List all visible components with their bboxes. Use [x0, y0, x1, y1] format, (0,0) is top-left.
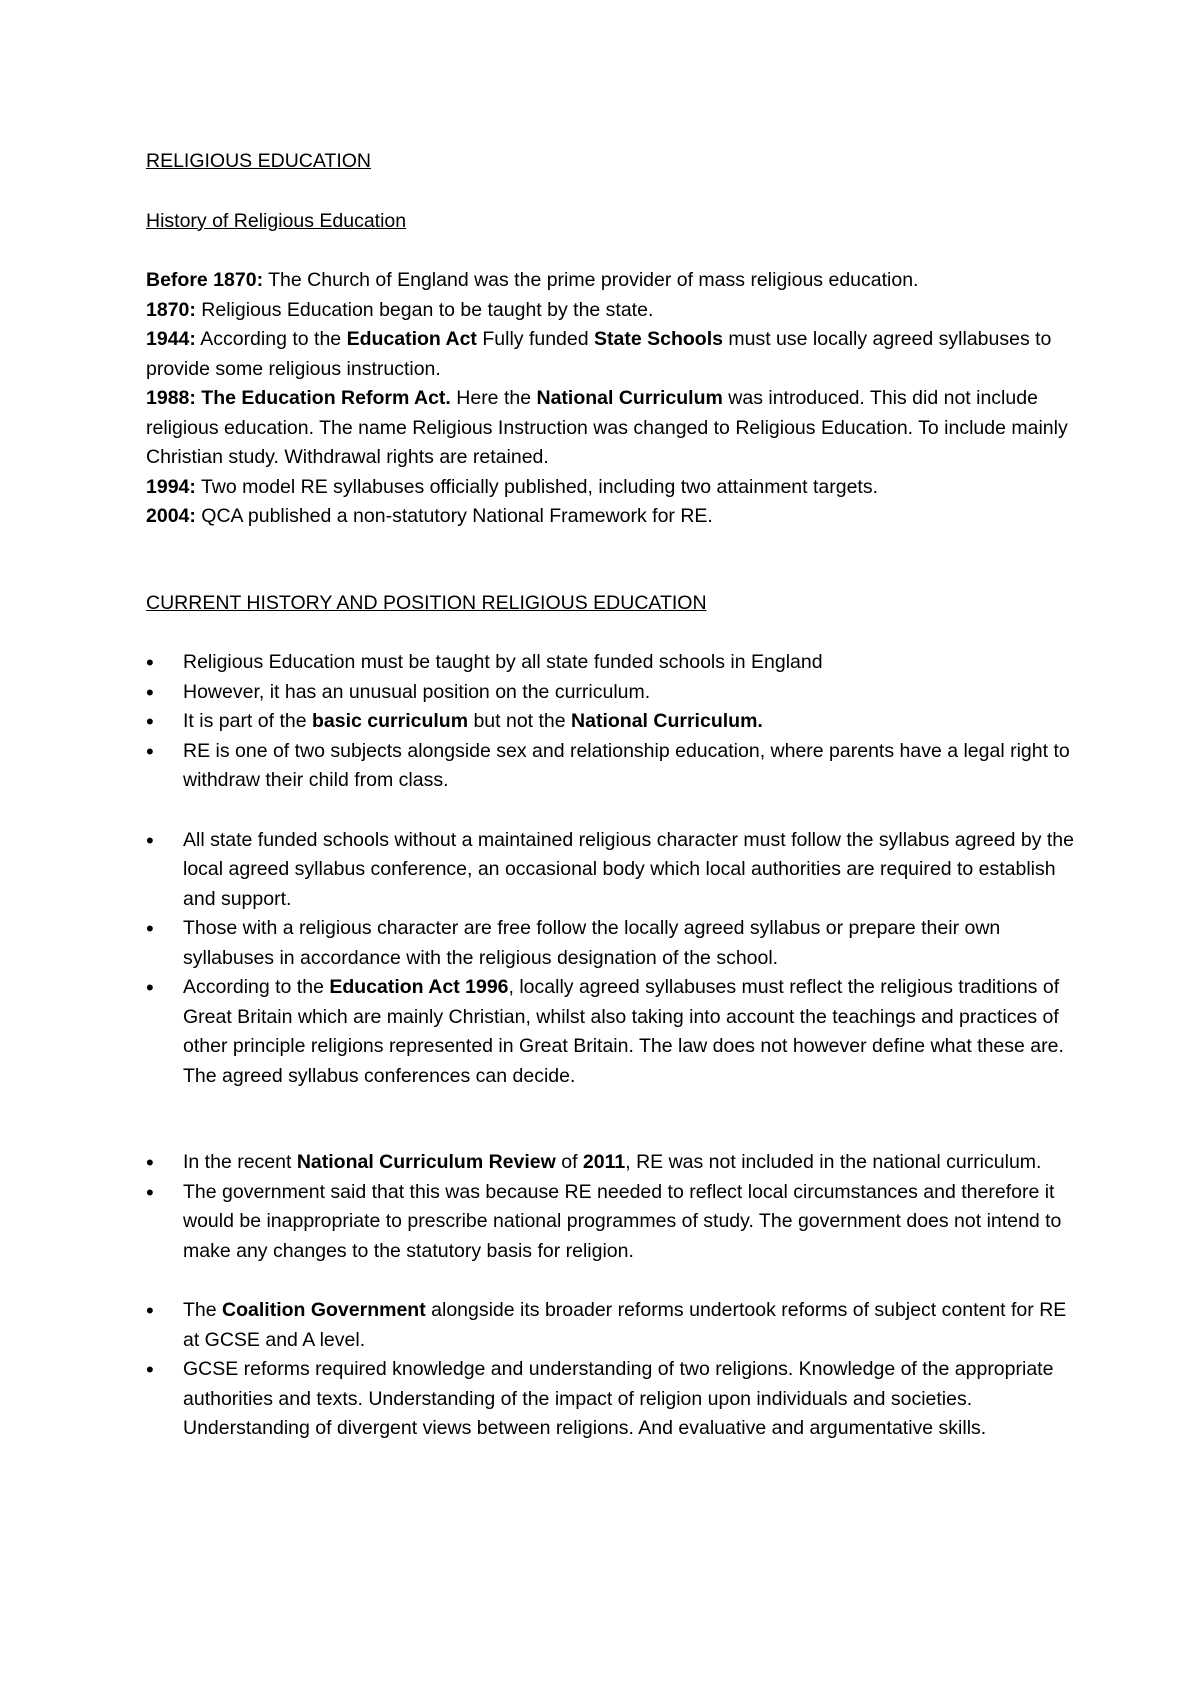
text-run: was introduced. This did not include religious education. The name Religious Instruction was changed to Religious Education. To include mainly Christian study. Withdrawal rights are retained.: [146, 387, 1068, 468]
list-item: [146, 648, 1080, 678]
text-run: of: [555, 1151, 583, 1173]
bold-text: Coalition Government: [222, 1299, 426, 1321]
history-heading: History of Religious Education: [146, 209, 407, 232]
text-run: must use locally agreed syllabuses to provide some religious instruction.: [146, 328, 1052, 380]
text-run: Religious Education began to be taught by the state.: [195, 298, 654, 321]
timeline-entry: [146, 502, 1080, 532]
list-item: [146, 737, 1080, 796]
text-run: , RE was not included in the national curriculum.: [625, 1151, 1042, 1173]
bold-text: 1870:: [146, 298, 196, 321]
text-run: The: [183, 1299, 223, 1321]
bullet-list: [146, 826, 1080, 1092]
text-run: alongside its broader reforms undertook reforms of subject content for RE at GCSE and A level.: [183, 1299, 1067, 1351]
list-item: [146, 973, 1080, 1091]
bold-text: basic curriculum: [311, 710, 469, 732]
bold-text: 1944:: [146, 328, 196, 350]
list-item: [146, 707, 1080, 737]
list-item: [146, 1148, 1080, 1178]
bold-text: National Curriculum.: [571, 710, 763, 732]
list-item: [146, 1178, 1080, 1267]
text-run: According to the: [183, 976, 330, 998]
text-run: The government said that this was because RE needed to reflect local circumstances and therefore it would be inappropriate to prescribe national programmes of study. The government does not intend to make any changes to the statutory basis for religion.: [183, 1180, 1062, 1262]
text-run: In the recent: [183, 1151, 297, 1173]
timeline-entry: [146, 384, 1080, 473]
timeline-entry: [146, 325, 1080, 384]
timeline-entry: [146, 473, 1080, 503]
timeline-entry: [146, 296, 1080, 326]
bullet-list: [146, 1148, 1080, 1266]
bold-text: Before 1870:: [146, 269, 264, 291]
bold-text: 2004:: [146, 505, 196, 527]
text-run: According to the: [195, 328, 347, 350]
document-title: RELIGIOUS EDUCATION: [146, 150, 372, 172]
text-run: Fully funded: [476, 328, 595, 350]
bold-text: Education Act 1996: [329, 976, 509, 998]
text-run: QCA published a non-statutory National Framework for RE.: [195, 505, 713, 527]
bold-text: State Schools: [594, 328, 723, 350]
text-run: Religious Education must be taught by all state funded schools in England: [183, 651, 823, 673]
text-run: It is part of the: [183, 710, 312, 732]
bold-text: 1994:: [146, 475, 196, 498]
bold-text: Education Act: [346, 328, 477, 350]
text-run: The Church of England was the prime provider of mass religious education.: [263, 269, 919, 291]
text-run: Two model RE syllabuses officially published, including two attainment targets.: [195, 475, 879, 498]
history-timeline: [146, 266, 1080, 532]
bold-text: 1988: The Education Reform Act.: [146, 387, 451, 409]
list-item: [146, 826, 1080, 915]
text-run: , locally agreed syllabuses must reflect the religious traditions of Great Britain which are mainly Christian, whilst also taking into account the teachings and practices of other principle religions represented in Great Britain. The law does not however define what these are. The agreed syllabus conferences can decide.: [183, 976, 1064, 1087]
list-item: [146, 1296, 1080, 1355]
text-run: Here the: [450, 387, 537, 409]
timeline-entry: [146, 266, 1080, 296]
text-run: RE is one of two subjects alongside sex and relationship education, where parents have a legal right to withdraw their child from class.: [183, 739, 1070, 791]
bold-text: National Curriculum: [536, 387, 723, 409]
bullet-list: [146, 1296, 1080, 1444]
list-item: [146, 914, 1080, 973]
text-run: All state funded schools without a maintained religious character must follow the syllabus agreed by the local agreed syllabus conference, an occasional body which local authorities are required to establish and support.: [183, 828, 1074, 910]
bold-text: 2011: [582, 1151, 626, 1173]
bold-text: National Curriculum Review: [296, 1151, 556, 1173]
list-item: [146, 1355, 1080, 1444]
text-run: but not the: [468, 710, 572, 732]
list-item: [146, 678, 1080, 708]
text-run: Those with a religious character are free follow the locally agreed syllabus or prepare their own syllabuses in accordance with the religious designation of the school.: [183, 917, 1001, 969]
text-run: GCSE reforms required knowledge and understanding of two religions. Knowledge of the appropriate authorities and texts. Understanding of the impact of religion upon individuals and societies. Understanding of divergent views between religions. And evaluative and argumentative skills.: [183, 1358, 1054, 1439]
bullet-list: [146, 648, 1080, 796]
current-heading: CURRENT HISTORY AND POSITION RELIGIOUS EDUCATION: [146, 591, 707, 614]
text-run: However, it has an unusual position on the curriculum.: [183, 680, 651, 703]
